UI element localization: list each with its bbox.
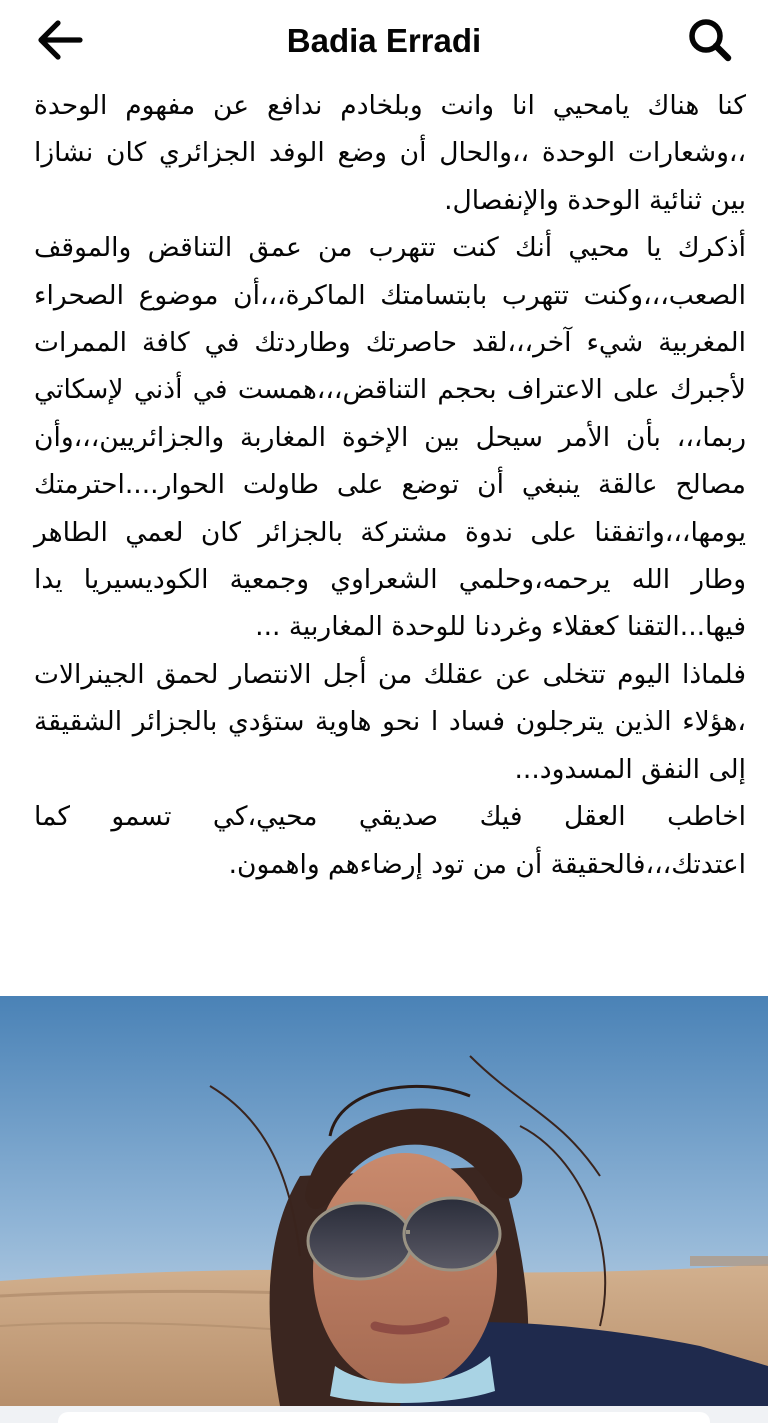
search-button[interactable] bbox=[682, 14, 738, 66]
next-card-edge bbox=[58, 1412, 710, 1423]
post-paragraph: كنا هناك يامحيي انا وانت وبلخادم ندافع عن مفهوم الوحدة ،،وشعارات الوحدة ،،والحال أن وضع الوفد الجزائري كان نشازا بين ثنائية الوحدة والإنفصال. bbox=[34, 90, 746, 216]
back-button[interactable] bbox=[30, 14, 88, 66]
post-paragraph: اخاطب العقل فيك صديقي محيي،كي تسمو كما اعتدتك،،،فالحقيقة أن من تود إرضاءهم واهمون. bbox=[34, 801, 746, 880]
post-text bbox=[34, 82, 746, 888]
page-title: Badia Erradi bbox=[286, 22, 482, 59]
arrow-left-icon bbox=[34, 18, 84, 62]
post-paragraph: فلماذا اليوم تتخلى عن عقلك من أجل الانتصار لحمق الجينرالات ،هؤلاء الذين يترجلون فساد ا نحو هاوية ستؤدي بالجزائر الشقيقة إلى النفق المسدود... bbox=[34, 658, 746, 785]
post-paragraph: أذكرك يا محيي أنك كنت تتهرب من عمق التناقض والموقف الصعب،،،وكنت تتهرب بابتسامتك الماكرة،،،أن موضوع الصحراء المغربية شيء آخر،،،لقد حاصرتك وطاردتك في كافة الممرات لأجبرك على الاعتراف بحجم التناقض،،،همست في أذني لإسكاتي ربما،،، بأن الأمر سيحل بين الإخوة المغاربة والجزائريين،،،وأن مصالح عالقة ينبغي أن توضع على طاولت الحوار....احترمتك يومها،،،واتفقنا على ندوة مشتركة بالجزائر كان لعمي الطاهر وطار الله يرحمه،وحلمي الشعراوي وجمعية الكوديسيريا يدا فيها...التقنا كعقلاء وغردنا للوحدة المغاربية ... bbox=[34, 232, 746, 643]
search-icon bbox=[686, 16, 734, 64]
post-photo[interactable] bbox=[0, 996, 768, 1406]
top-app-bar bbox=[0, 0, 768, 82]
